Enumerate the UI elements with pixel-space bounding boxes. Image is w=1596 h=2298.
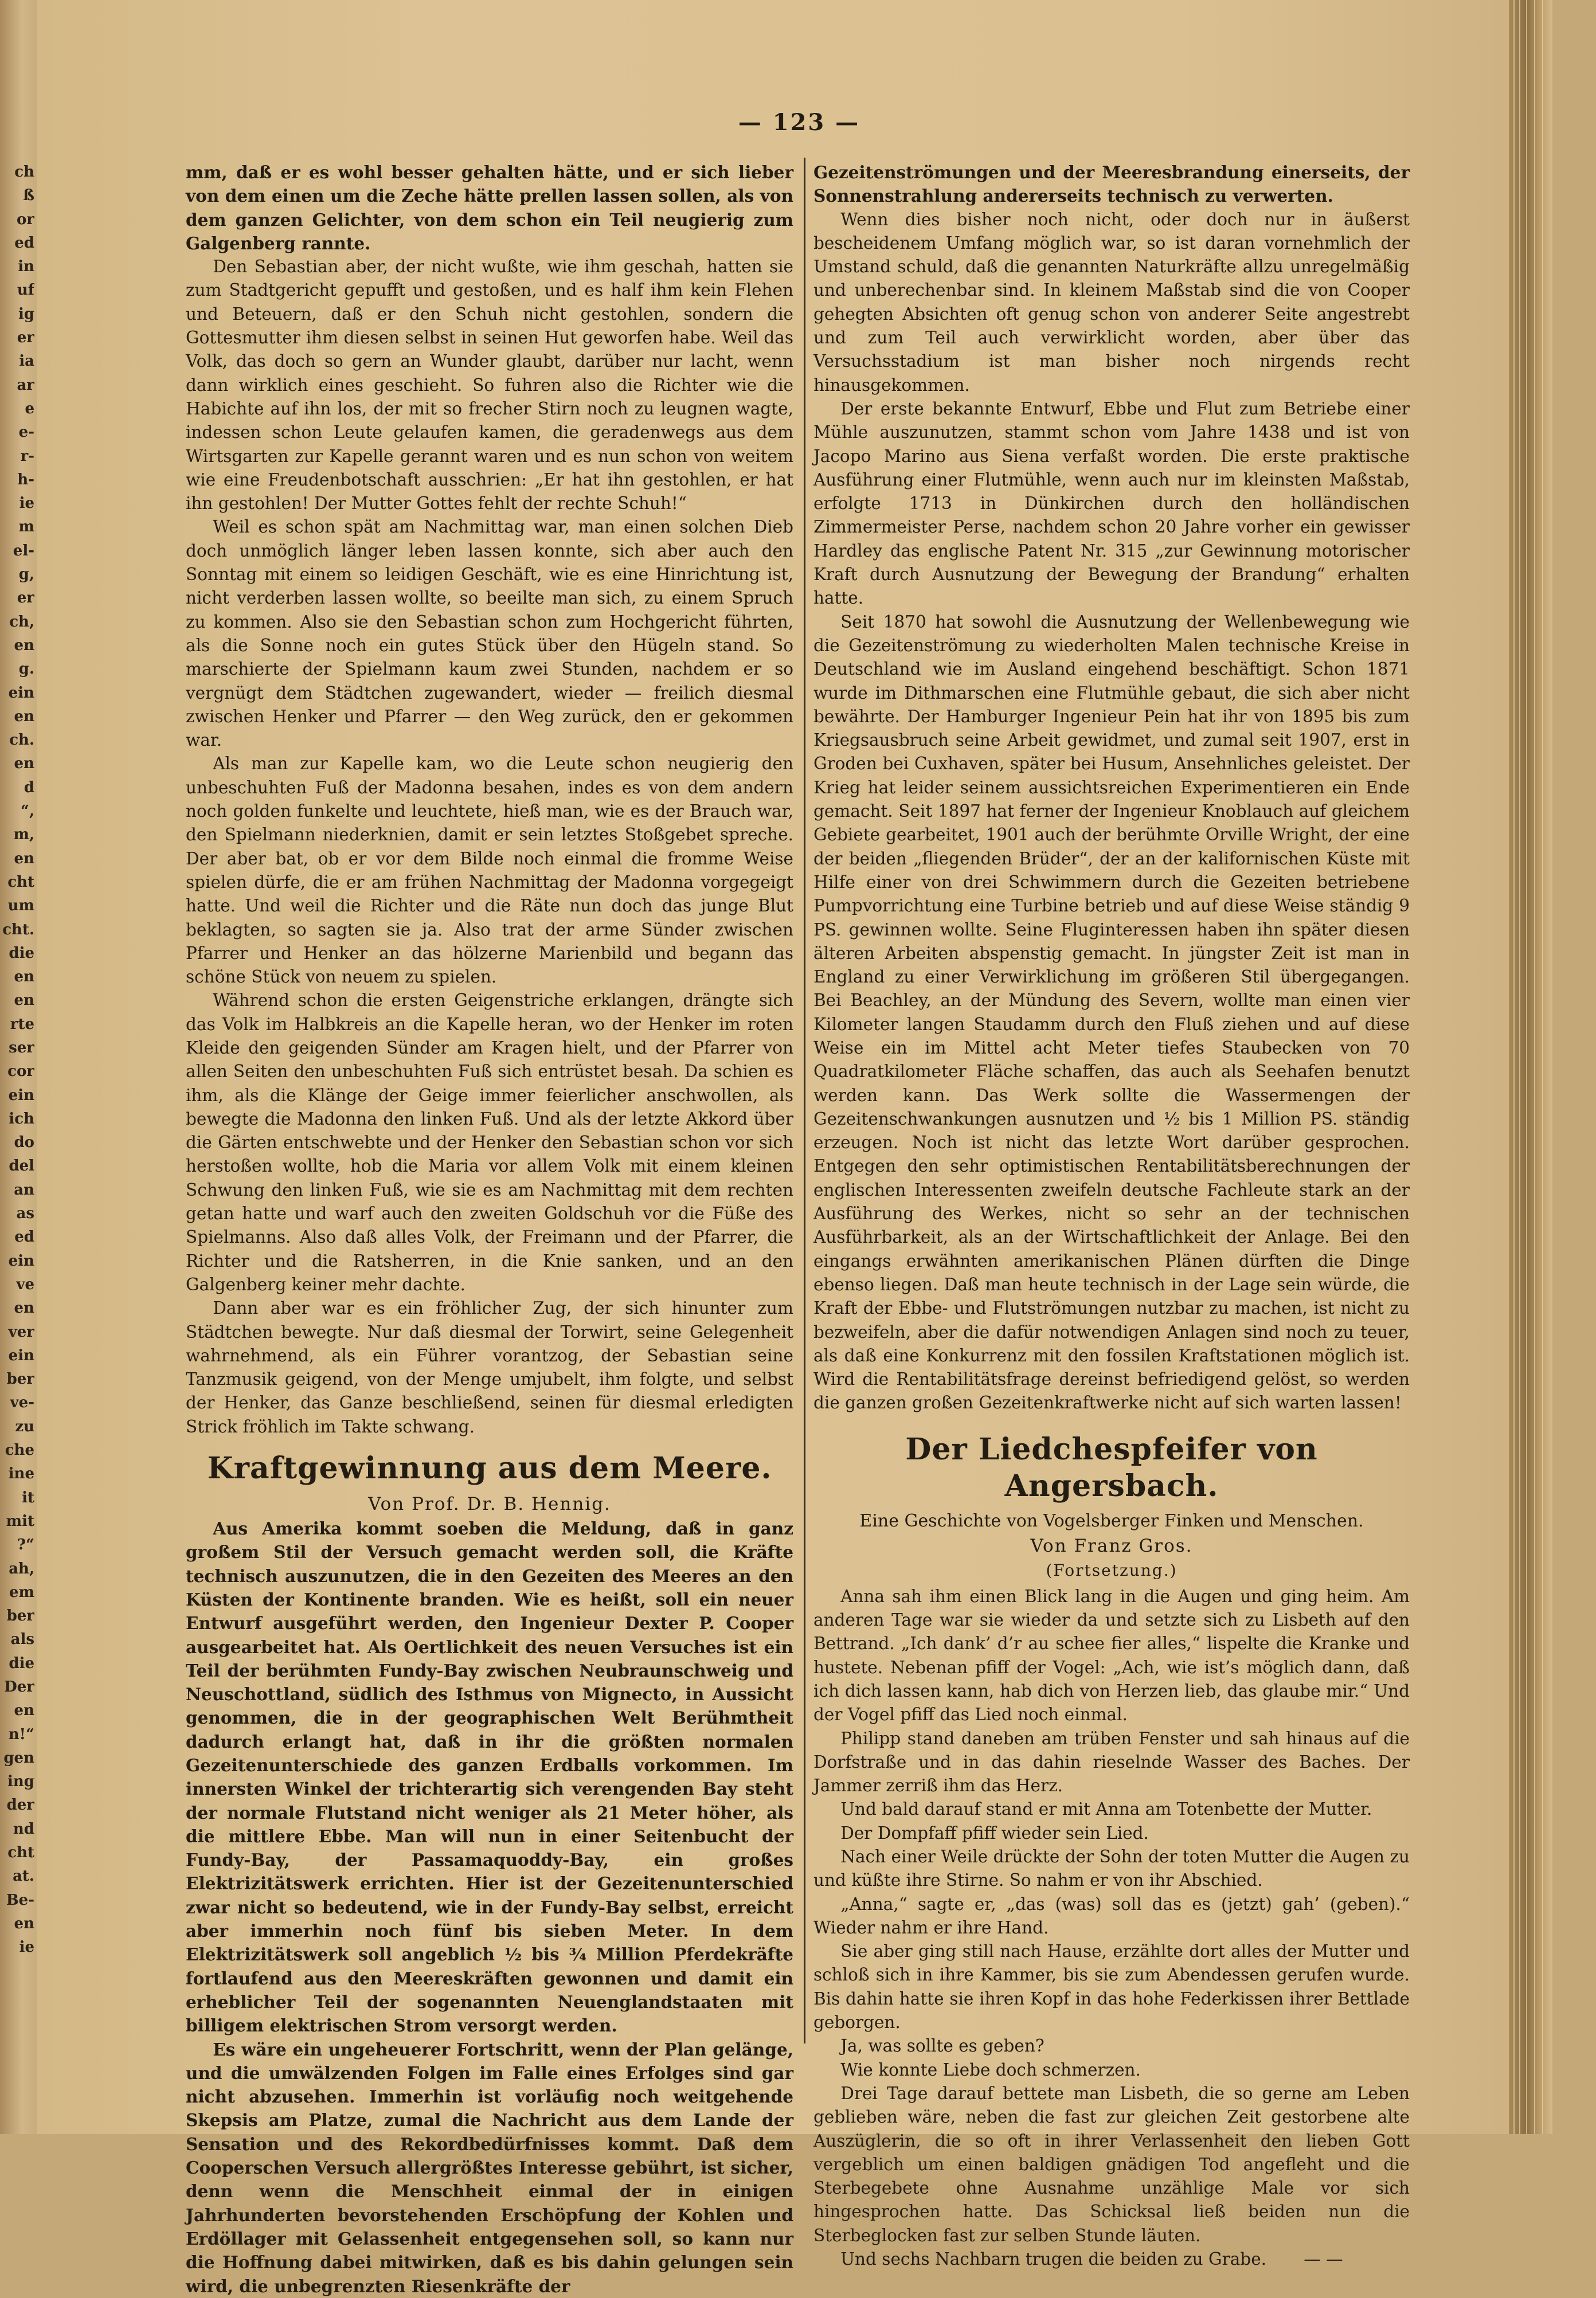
right-column — [813, 160, 1410, 2271]
facing-page-fragment: g. — [18, 660, 34, 678]
paragraph: Aus Amerika kommt soeben die Meldung, daß in ganz großem Stil der Versuch gemacht werden soll, die Kräfte technisch auszunutzen, die in den Gezeiten des Meeres an den Küsten der Kontinente branden. Wie es heißt, soll ein neuer Entwurf ausgeführt werden, den Ingenieur Dexter P. Cooper ausgearbeitet hat. Als Oertlichkeit des neuen Versuches ist ein Teil der berühmten Fundy-Bay zwischen Neubraunschweig und Neuschottland, südlich des Isthmus von Mignecto, in Aussicht genommen, die in der geographischen Welt Berühmtheit dadurch erlangt hat, daß in ihr die größten normalen Gezeitenunterschiede des ganzen Erdballs vorkommen. Im innersten Winkel der trichterartig sich verengenden Bay steht der normale Flutstand nicht weniger als 21 Meter höher, als die mittlere Ebbe. Man will nun in einer Seitenbucht der Fundy-Bay, der Passamaquoddy-Bay, ein großes Elektrizitätswerk errichten. Hier ist der Gezeitenunterschied zwar nicht so bedeutend, wie in der Fundy-Bay selbst, erreicht aber immerhin noch fünf bis sieben Meter. In dem Elektrizitätswerk soll angeblich ½ bis ¾ Million Pferdekräfte fortlaufend aus den Meereskräften gewonnen und damit ein erheblicher Teil der sogenannten Neuenglandstaaten mit billigem elektrischen Strom versorgt werden. — [186, 1518, 793, 2036]
facing-page-fragment: del — [9, 1157, 34, 1175]
continuation-note: (Fortsetzung.) — [1046, 1560, 1178, 1580]
story-body — [813, 1585, 1410, 2272]
facing-page-fragment: ing — [7, 1773, 34, 1791]
facing-page-fragment: “, — [20, 802, 34, 820]
facing-page-fragment: gen — [3, 1749, 34, 1767]
facing-page-fragment: m — [18, 518, 34, 536]
paragraph: Und bald darauf stand er mit Anna am Totenbette der Mutter. — [840, 1799, 1372, 1819]
facing-page-fragment: die — [9, 1654, 34, 1672]
facing-page-fragment: ein — [8, 1252, 34, 1270]
facing-page-fragment: em — [9, 1583, 34, 1601]
paragraph: Anna sah ihm einen Blick lang in die Augen und ging heim. Am anderen Tage war sie wieder da und setzte sich zu Lisbeth auf den Bettrand. „Ich dank’ d’r au schee fier alles,“ lispelte die Kranke und hustete. Nebenan pfiff der Vogel: „Ach, wie ist’s möglich dann, daß ich dich lassen kann, hab dich von Herzen lieb, das glaube mir.“ Und der Vogel pfiff das Lied noch einmal. — [813, 1586, 1410, 1725]
facing-page-fragment: ine — [8, 1465, 34, 1483]
article-continuation — [813, 160, 1410, 1415]
paragraph: Sie aber ging still nach Hause, erzählte dort alles der Mutter und schloß sich in ihre Kammer, bis sie zum Abendessen gerufen wurde. Bis dahin hatte sie ihren Kopf in das hohe Federkissen ihrer Bettlade geborgen. — [813, 1941, 1410, 2033]
facing-page-fragment: ver — [8, 1323, 34, 1341]
facing-page-fragment: rte — [10, 1015, 34, 1033]
facing-page-fragment: ser — [9, 1039, 34, 1056]
facing-page-fragment: cor — [7, 1063, 34, 1081]
left-column — [186, 160, 793, 2298]
facing-page-fragment: er — [17, 589, 34, 607]
facing-page-fragment: ein — [8, 684, 34, 702]
facing-page-fragment: ber — [6, 1371, 34, 1388]
facing-page-fragment: en — [14, 636, 34, 654]
story-subtitle: Eine Geschichte von Vogelsberger Finken und Menschen. — [859, 1510, 1364, 1531]
article-byline: Von Prof. Dr. B. Hennig. — [368, 1494, 611, 1515]
facing-page-fragment: ch, — [9, 613, 34, 631]
paragraph: Nach einer Weile drückte der Sohn der toten Mutter die Augen zu und küßte ihre Stirne. So nahm er von ihr Abschied. — [813, 1847, 1410, 1890]
facing-page-fragment: als — [10, 1631, 34, 1649]
facing-page-fragment: cht. — [2, 921, 34, 938]
facing-page-fragment: en — [14, 968, 34, 986]
facing-page-fragment: d — [24, 778, 34, 796]
facing-page-fragment: e — [25, 400, 34, 417]
paragraph: Philipp stand daneben am trüben Fenster und sah hinaus auf die Dorfstraße und in das dahin rieselnde Wasser des Baches. Der Jammer zerriß ihm das Herz. — [813, 1728, 1410, 1796]
paragraph: Der Dompfaff pfiff wieder sein Lied. — [840, 1823, 1149, 1843]
final-line — [813, 2248, 1410, 2271]
paragraph: Wie konnte Liebe doch schmerzen. — [840, 2060, 1141, 2080]
article-body — [186, 1517, 793, 2298]
facing-page-fragment: um — [7, 897, 34, 915]
paragraph: Ja, was sollte es geben? — [840, 2036, 1045, 2056]
paragraph: Den Sebastian aber, der nicht wußte, wie ihm geschah, hatten sie zum Stadtgericht gepufft und gestoßen, und es half ihm kein Flehen und Beteuern, daß er den Schuh nicht gestohlen, sondern die Gottesmutter ihm diesen selbst in seinen Hut geworfen habe. Weil das Volk, das doch so gern an Wunder glaubt, darüber nur lacht, wenn dann wirklich eines geschieht. So fuhren also die Richter wie die Habichte auf ihn los, der mit so frecher Stirn noch zu leugnen wagte, indessen schon Leute gelaufen kamen, die geradenwegs aus dem Wirtsgarten zur Kapelle gerannt waren und es nun schon von weitem wie eine Freudenbotschaft ausschrien: „Er hat ihn gestohlen, er hat ihn gestohlen! Der Mutter Gottes fehlt der rechte Schuh!“ — [186, 257, 793, 514]
facing-page-fragment: ch. — [9, 731, 34, 749]
facing-page-fragment: mit — [6, 1512, 34, 1530]
facing-page-fragment: e- — [18, 424, 34, 441]
facing-page-fragment: en — [14, 1702, 34, 1720]
facing-page-fragment: ve- — [10, 1394, 34, 1412]
facing-page-fragment: uf — [17, 281, 34, 299]
facing-page-fragment: en — [14, 992, 34, 1009]
story-ending — [186, 160, 793, 1439]
facing-page-fragment: der — [6, 1796, 34, 1814]
facing-page-fragment: en — [14, 707, 34, 725]
facing-page-fragment: g, — [18, 566, 34, 584]
facing-page-fragment: ie — [19, 495, 34, 512]
facing-page-fragment: ia — [19, 353, 34, 370]
facing-page-fragment: en — [14, 755, 34, 773]
facing-page-fragment: ah, — [9, 1560, 34, 1577]
paragraph: Gezeitenströmungen und der Meeresbrandung einerseits, der Sonnenstrahlung andererseits technisch zu verwerten. — [813, 162, 1410, 206]
facing-page-fragment: ein — [8, 1086, 34, 1104]
facing-page-fragment: en — [14, 1915, 34, 1932]
facing-page-fragment: in — [18, 258, 34, 276]
facing-page-fragment: che — [5, 1442, 34, 1459]
facing-page-fragment: Be- — [6, 1891, 34, 1909]
book-edge — [1509, 0, 1552, 2134]
facing-page-fragment: nd — [13, 1820, 34, 1838]
facing-page-fragment: er — [17, 329, 34, 347]
article-title: Kraftgewinnung aus dem Meere. — [207, 1451, 772, 1486]
newspaper-page — [37, 0, 1552, 2296]
facing-page-fragment: it — [22, 1489, 34, 1506]
facing-page-fragment: cht — [7, 1844, 34, 1862]
paragraph: mm, daß er es wohl besser gehalten hätte, und er sich lieber von dem einen um die Zeche hätte prellen lassen sollen, als von dem ganzen Gelichter, von dem schon ein Teil neugierig zum Galgenberg rannte. — [186, 162, 793, 253]
facing-page-fragment: ed — [14, 234, 34, 252]
facing-page-fragment: ig — [18, 305, 34, 323]
facing-page-fragment: an — [14, 1181, 34, 1199]
story-byline: Von Franz Gros. — [1030, 1535, 1193, 1556]
facing-page-fragment: zu — [15, 1418, 34, 1435]
facing-page-fragment: ed — [14, 1228, 34, 1246]
paragraph: Weil es schon spät am Nachmittag war, man einen solchen Dieb doch unmöglich länger leben lassen konnte, sich aber auch den Sonntag mit einem so leidigen Geschäft, wie es eine Hinrichtung ist, nicht verderben lassen wollte, so beeilte man sich, zu einem Spruch zu kommen. Also sie den Sebastian schon zum Hochgericht führten, als die Sonne noch ein gutes Stück über den Hügeln stand. So marschierte der Spielmann kaum zwei Stunden, nachdem er so vergnügt dem Städtchen zugewandert, wieder — freilich diesmal zwischen Henker und Pfarrer — den Weg zurück, den er gekommen war. — [186, 517, 793, 750]
page-number: — 123 — — [738, 109, 860, 136]
facing-page-fragment: as — [16, 1205, 34, 1223]
facing-page-text-fragments — [0, 160, 34, 2023]
facing-page-fragment: h- — [17, 471, 34, 488]
paragraph: Während schon die ersten Geigenstriche erklangen, drängte sich das Volk im Halbkreis an die Kapelle heran, wo der Henker im roten Kleide den geigenden Sünder am Kragen hielt, und der Pfarrer von allen Seiten den unbeschuhten Fuß sich entrüstet besah. Da schien es ihm, als die Klänge der Geige immer feierlicher anschwollen, als bewegte die Madonna den linken Fuß. Und als der letzte Akkord über die Gärten entschwebte und der Henker den Sebastian schon vor sich herstoßen wollte, hob die Maria vor allem Volk mit einem kleinen Schwung den linken Fuß, wie sie es am Nachmittag mit dem rechten getan hatte und warf auch den zweiten Goldschuh vor die Füße des Spielmanns. Also daß alles Volk, der Freimann und der Pfarrer, die Richter und die Ratsherren, in die Knie sanken, und an den Galgenberg keiner mehr dachte. — [186, 991, 793, 1294]
story-title: Der Liedchespfeifer von Angersbach. — [905, 1431, 1318, 1504]
facing-page-fragment: n!“ — [8, 1725, 34, 1743]
facing-page-fragment: ich — [9, 1110, 34, 1128]
facing-page-fragment: ar — [17, 376, 34, 394]
facing-page-fragment: ein — [8, 1346, 34, 1364]
facing-page-fragment: at. — [13, 1868, 34, 1885]
paragraph: Als man zur Kapelle kam, wo die Leute schon neugierig den unbeschuhten Fuß der Madonna besahen, indes es von dem andern noch golden funkelte und leuchtete, hieß man, wie es der Brauch war, den Spielmann niederknien, damit er sein letztes Stoßgebet spreche. Der aber bat, ob er vor dem Bilde noch einmal die fromme Weise spielen dürfe, die er am frühen Nachmittag der Madonna vorgegeigt hatte. Und weil die Richter und die Räte nun doch das junge Blut beklagten, so sagten sie ja. Also trat der arme Sünder zwischen Pfarrer und Henker an das hölzerne Marienbild und begann das schöne Stück von neuem zu spielen. — [186, 754, 793, 987]
facing-page-fragment: Der — [4, 1678, 34, 1696]
facing-page-fragment: el- — [13, 542, 34, 559]
facing-page-fragment: ?“ — [17, 1536, 34, 1554]
final-dash: — — — [1304, 2249, 1343, 2269]
paragraph: Es wäre ein ungeheuerer Fortschritt, wenn der Plan gelänge, und die umwälzenden Folgen im Falle eines Erfolges sind gar nicht abzusehen. Immerhin ist vorläufig noch weitgehende Skepsis am Platze, zumal die Nachricht aus dem Lande der Sensation und des Rekordbedürfnisses kommt. Daß dem Cooperschen Versuch allergrößtes Interesse gebührt, ist sicher, denn wenn die Menschheit einmal der in einigen Jahrhunderten bevorstehenden Erschöpfung der Kohlen und Erdöllager mit Gelassenheit entgegensehen soll, so kann nur die Hoffnung dabei mitwirken, daß es bis dahin gelungen sein wird, die unbegrenzten Riesenkräfte der — [186, 2039, 793, 2296]
facing-page-fragment: ch — [14, 163, 34, 181]
paragraph: Drei Tage darauf bettete man Lisbeth, die so gerne am Leben geblieben wäre, neben die fast zur gleichen Zeit gestorbene alte Auszüglerin, die so oft in ihrer Verlassenheit den lieben Gott vergeblich um einen baldigen gnädigen Tod angefleht und die Sterbegebete ohne Ausnahme unzählige Male vor sich hingesprochen hatte. Das Schicksal ließ beiden nun die Sterbeglocken fast zur selben Stunde läuten. — [813, 2083, 1410, 2245]
facing-page-fragment: ve — [16, 1275, 34, 1293]
facing-page-fragment: ß — [23, 187, 34, 205]
facing-page-fragment: cht — [7, 873, 34, 891]
facing-page-fragment: ber — [6, 1607, 34, 1625]
facing-page-fragment: en — [14, 1299, 34, 1317]
facing-page-fragment: r- — [20, 447, 34, 465]
facing-page-fragment: do — [14, 1134, 34, 1152]
paragraph: Dann aber war es ein fröhlicher Zug, der sich hinunter zum Städtchen bewegte. Nur daß diesmal der Torwirt, seine Gelegenheit wahrnehmend, als ein Führer vorantzog, der Sebastian seine Tanzmusik geigend, von der Menge umjubelt, ihm folgte, und selbst der Henker, das Ganze beschließend, seinen für diesmal erledigten Strick fröhlich im Takte schwang. — [186, 1298, 793, 1436]
paragraph: Wenn dies bisher noch nicht, oder doch nur in äußerst bescheidenem Umfang möglich war, so ist daran vornehmlich der Umstand schuld, daß die genannten Naturkräfte allzu unregelmäßig und unberechenbar sind. In kleinem Maßstab sind die von Cooper gehegten Absichten oft genug schon von anderer Seite angestrebt und zum Teil auch verwirklicht worden, aber über das Versuchsstadium ist man bisher noch nirgends recht hinausgekommen. — [813, 209, 1410, 395]
final-sentence: Und sechs Nachbarn trugen die beiden zu Grabe. — [840, 2249, 1267, 2269]
facing-page-fragment: ie — [19, 1939, 34, 1956]
facing-page-fragment: m, — [13, 826, 34, 844]
paragraph: Seit 1870 hat sowohl die Ausnutzung der Wellenbewegung wie die Gezeitenströmung zu wiederholten Malen technische Kreise in Deutschland wie im Ausland eingehend beschäftigt. Schon 1871 wurde im Dithmarschen eine Flutmühle gebaut, die sich aber nicht bewährte. Der Hamburger Ingenieur Pein hat ihr von 1895 bis zum Kriegsausbruch seine Arbeit gewidmet, und zumal seit 1907, erst in Groden bei Cuxhaven, später bei Husum, Ansehnliches geleistet. Der Krieg hat leider seinem aussichtsreichen Experimentieren ein Ende gemacht. Seit 1897 hat ferner der Ingenieur Knoblauch auf gleichem Gebiete gearbeitet, 1901 auch der berühmte Orville Wright, der eine der beiden „fliegenden Brüder“, der an der kalifornischen Küste mit Hilfe einer von drei Schwimmern durch die Gezeiten betriebene Pumpvorrichtung eine Turbine betrieb und auf diese Weise ständig 9 PS. gewinnen wollte. Seine Fluginteressen haben ihn später diesen älteren Arbeiten abspenstig gemacht. In jüngster Zeit ist man in England zu einer Verwirklichung im größeren Stil übergegangen. Bei Beachley, an der Mündung des Severn, wollte man einen vier Kilometer langen Staudamm durch den Fluß ziehen und auf diese Weise ein im Mittel acht Meter tiefes Staubecken von 70 Quadratkilometer Fläche schaffen, das auch als Seehafen benutzt werden kann. Das Werk sollte die Wassermengen der Gezeitenschwankungen ausnutzen und ½ bis 1 Million PS. ständig erzeugen. Noch ist nicht das letzte Wort darüber gesprochen. Entgegen den sehr optimistischen Rentabilitätsberechnungen der englischen Interessenten zweifeln deutsche Fachleute stark an der Ausführung des Werkes, nicht so sehr an der technischen Ausführbarkeit, als an der Wirtschaftlichkeit der Anlage. Bei den eingangs erwähnten amerikanischen Plänen dürften die Dinge ebenso liegen. Daß man heute technisch in der Lage sein würde, die Kraft der Ebbe- und Flutströmungen nutzbar zu machen, ist nicht zu bezweifeln, aber die dafür notwendigen Anlagen sind noch zu teuer, als daß eine Konkurrenz mit den fossilen Kraftstationen möglich ist. Wird die Rentabilitätsfrage dereinst befriedigend gelöst, so werden die ganzen großen Gezeitenkraftwerke nicht auf sich warten lassen! — [813, 612, 1410, 1413]
paragraph: „Anna,“ sagte er, „das (was) soll das es (jetzt) gah’ (geben).“ Wieder nahm er ihre Hand. — [813, 1894, 1410, 1937]
facing-page-fragment: or — [16, 210, 34, 228]
column-divider — [804, 158, 805, 2043]
paragraph: Der erste bekannte Entwurf, Ebbe und Flut zum Betriebe einer Mühle auszunutzen, stammt schon vom Jahre 1438 und ist von Jacopo Marino aus Siena verfaßt worden. Die erste praktische Ausführung einer Flutmühle, wenn auch nur im kleinsten Maßstab, erfolgte 1713 in Dünkirchen durch den holländischen Zimmermeister Perse, nachdem schon 20 Jahre vorher ein gewisser Hardley das englische Patent Nr. 315 „zur Gewinnung motorischer Kraft durch Ausnutzung der Bewegung der Brandung“ erhalten hatte. — [813, 398, 1410, 608]
facing-page-fragment: en — [14, 849, 34, 867]
facing-page-fragment: die — [9, 944, 34, 962]
